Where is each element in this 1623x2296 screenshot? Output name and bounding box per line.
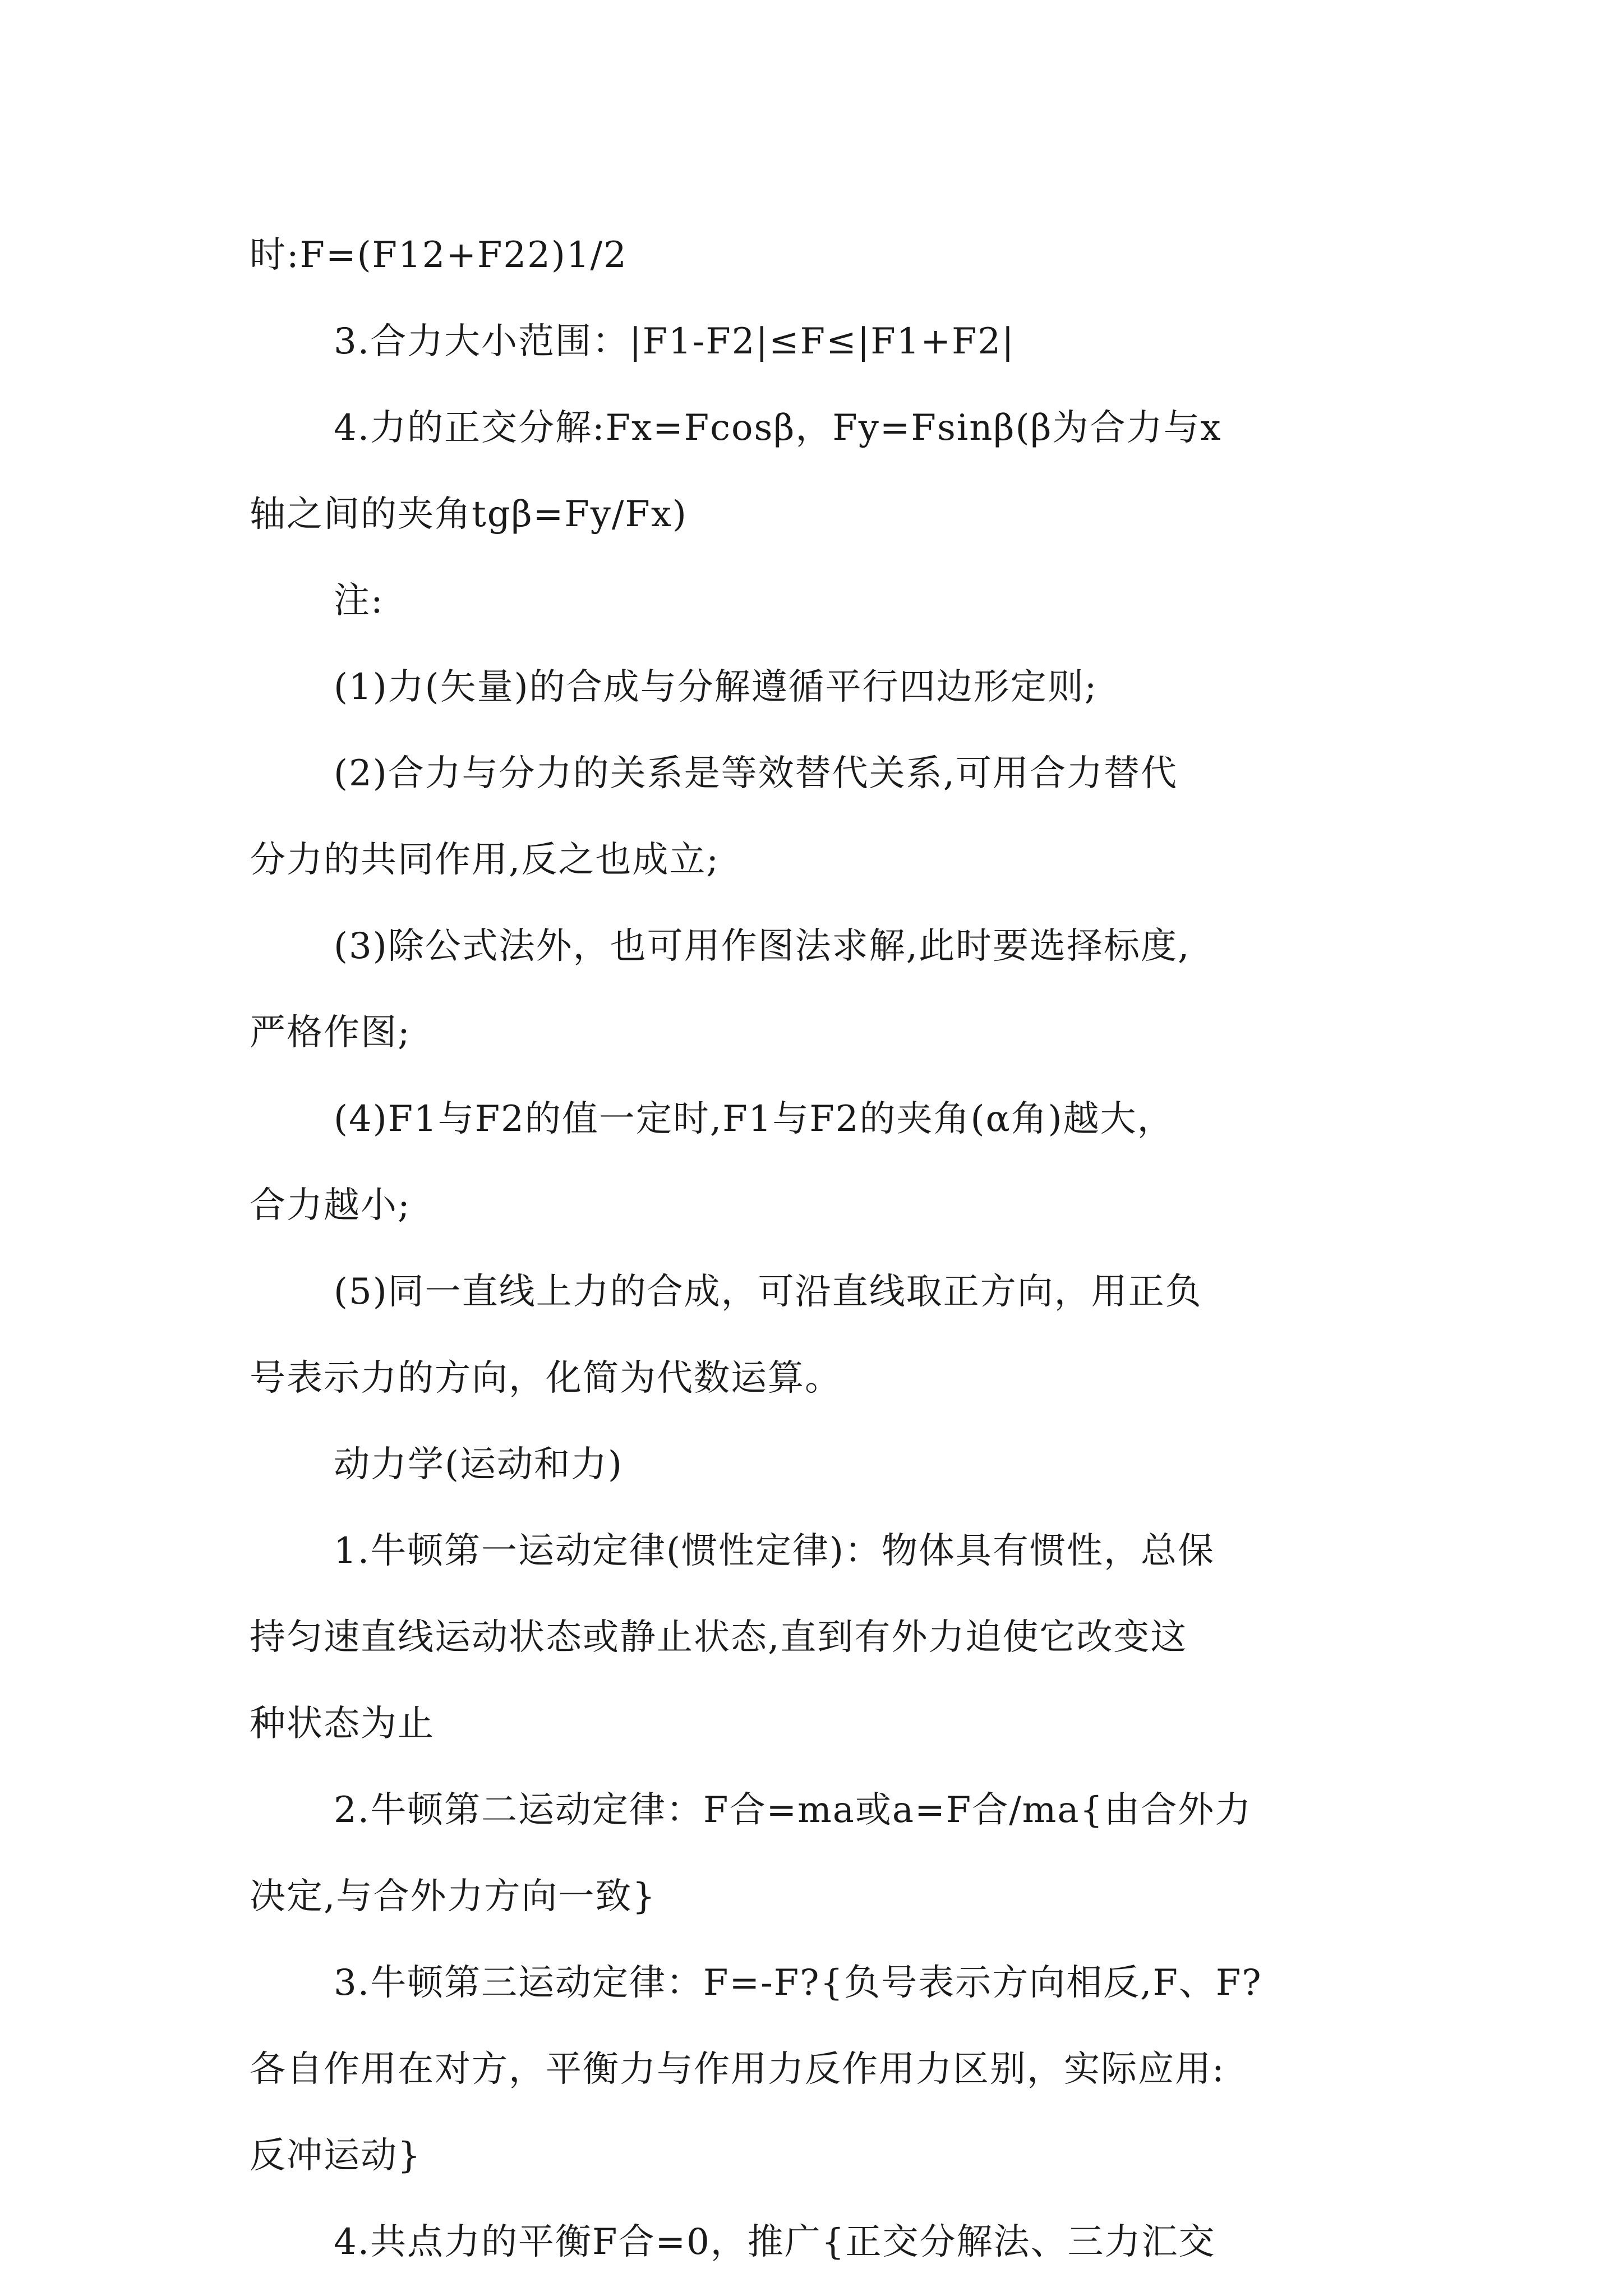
text-line: 决定,与合外力方向一致} <box>250 1876 657 1917</box>
text-line: 2.牛顿第二运动定律：F合=ma或a=F合/ma{由合外力 <box>334 1789 1252 1831</box>
text-line: (1)力(矢量)的合成与分解遵循平行四边形定则; <box>334 666 1098 708</box>
text-line: 各自作用在对方，平衡力与作用力反作用力区别，实际应用: <box>250 2049 1225 2090</box>
text-line: (2)合力与分力的关系是等效替代关系,可用合力替代 <box>334 753 1178 794</box>
text-line: 持匀速直线运动状态或静止状态,直到有外力迫使它改变这 <box>250 1617 1188 1658</box>
text-line: 严格作图; <box>250 1012 411 1053</box>
text-line: 3.牛顿第三运动定律：F=-F?{负号表示方向相反,F、F? <box>334 1962 1262 2004</box>
section-heading: 动力学(运动和力) <box>334 1444 623 1485</box>
text-line: 轴之间的夹角tgβ=Fy/Fx) <box>250 494 688 535</box>
text-line: 3.合力大小范围：|F1-F2|≤F≤|F1+F2| <box>334 321 1015 362</box>
text-line: 1.牛顿第一运动定律(惯性定律)：物体具有惯性，总保 <box>334 1530 1215 1572</box>
text-line: (5)同一直线上力的合成，可沿直线取正方向，用正负 <box>334 1271 1202 1313</box>
text-line: 反冲运动} <box>250 2135 422 2177</box>
text-line: 种状态为止 <box>250 1703 435 1745</box>
text-line: 号表示力的方向，化简为代数运算。 <box>250 1358 842 1399</box>
text-line: 分力的共同作用,反之也成立; <box>250 839 720 881</box>
text-line: 时:F=(F12+F22)1/2 <box>250 234 628 276</box>
text-line: 合力越小; <box>250 1185 411 1226</box>
text-line: (4)F1与F2的值一定时,F1与F2的夹角(α角)越大， <box>334 1098 1174 1140</box>
text-line: 4.力的正交分解:Fx=Fcosβ，Fy=Fsinβ(β为合力与x <box>334 407 1222 449</box>
text-line: (3)除公式法外，也可用作图法求解,此时要选择标度, <box>334 926 1191 967</box>
document-body <box>250 212 1377 2285</box>
text-line: 4.共点力的平衡F合=0，推广{正交分解法、三力汇交 <box>334 2221 1216 2263</box>
text-line: 注: <box>334 580 384 622</box>
